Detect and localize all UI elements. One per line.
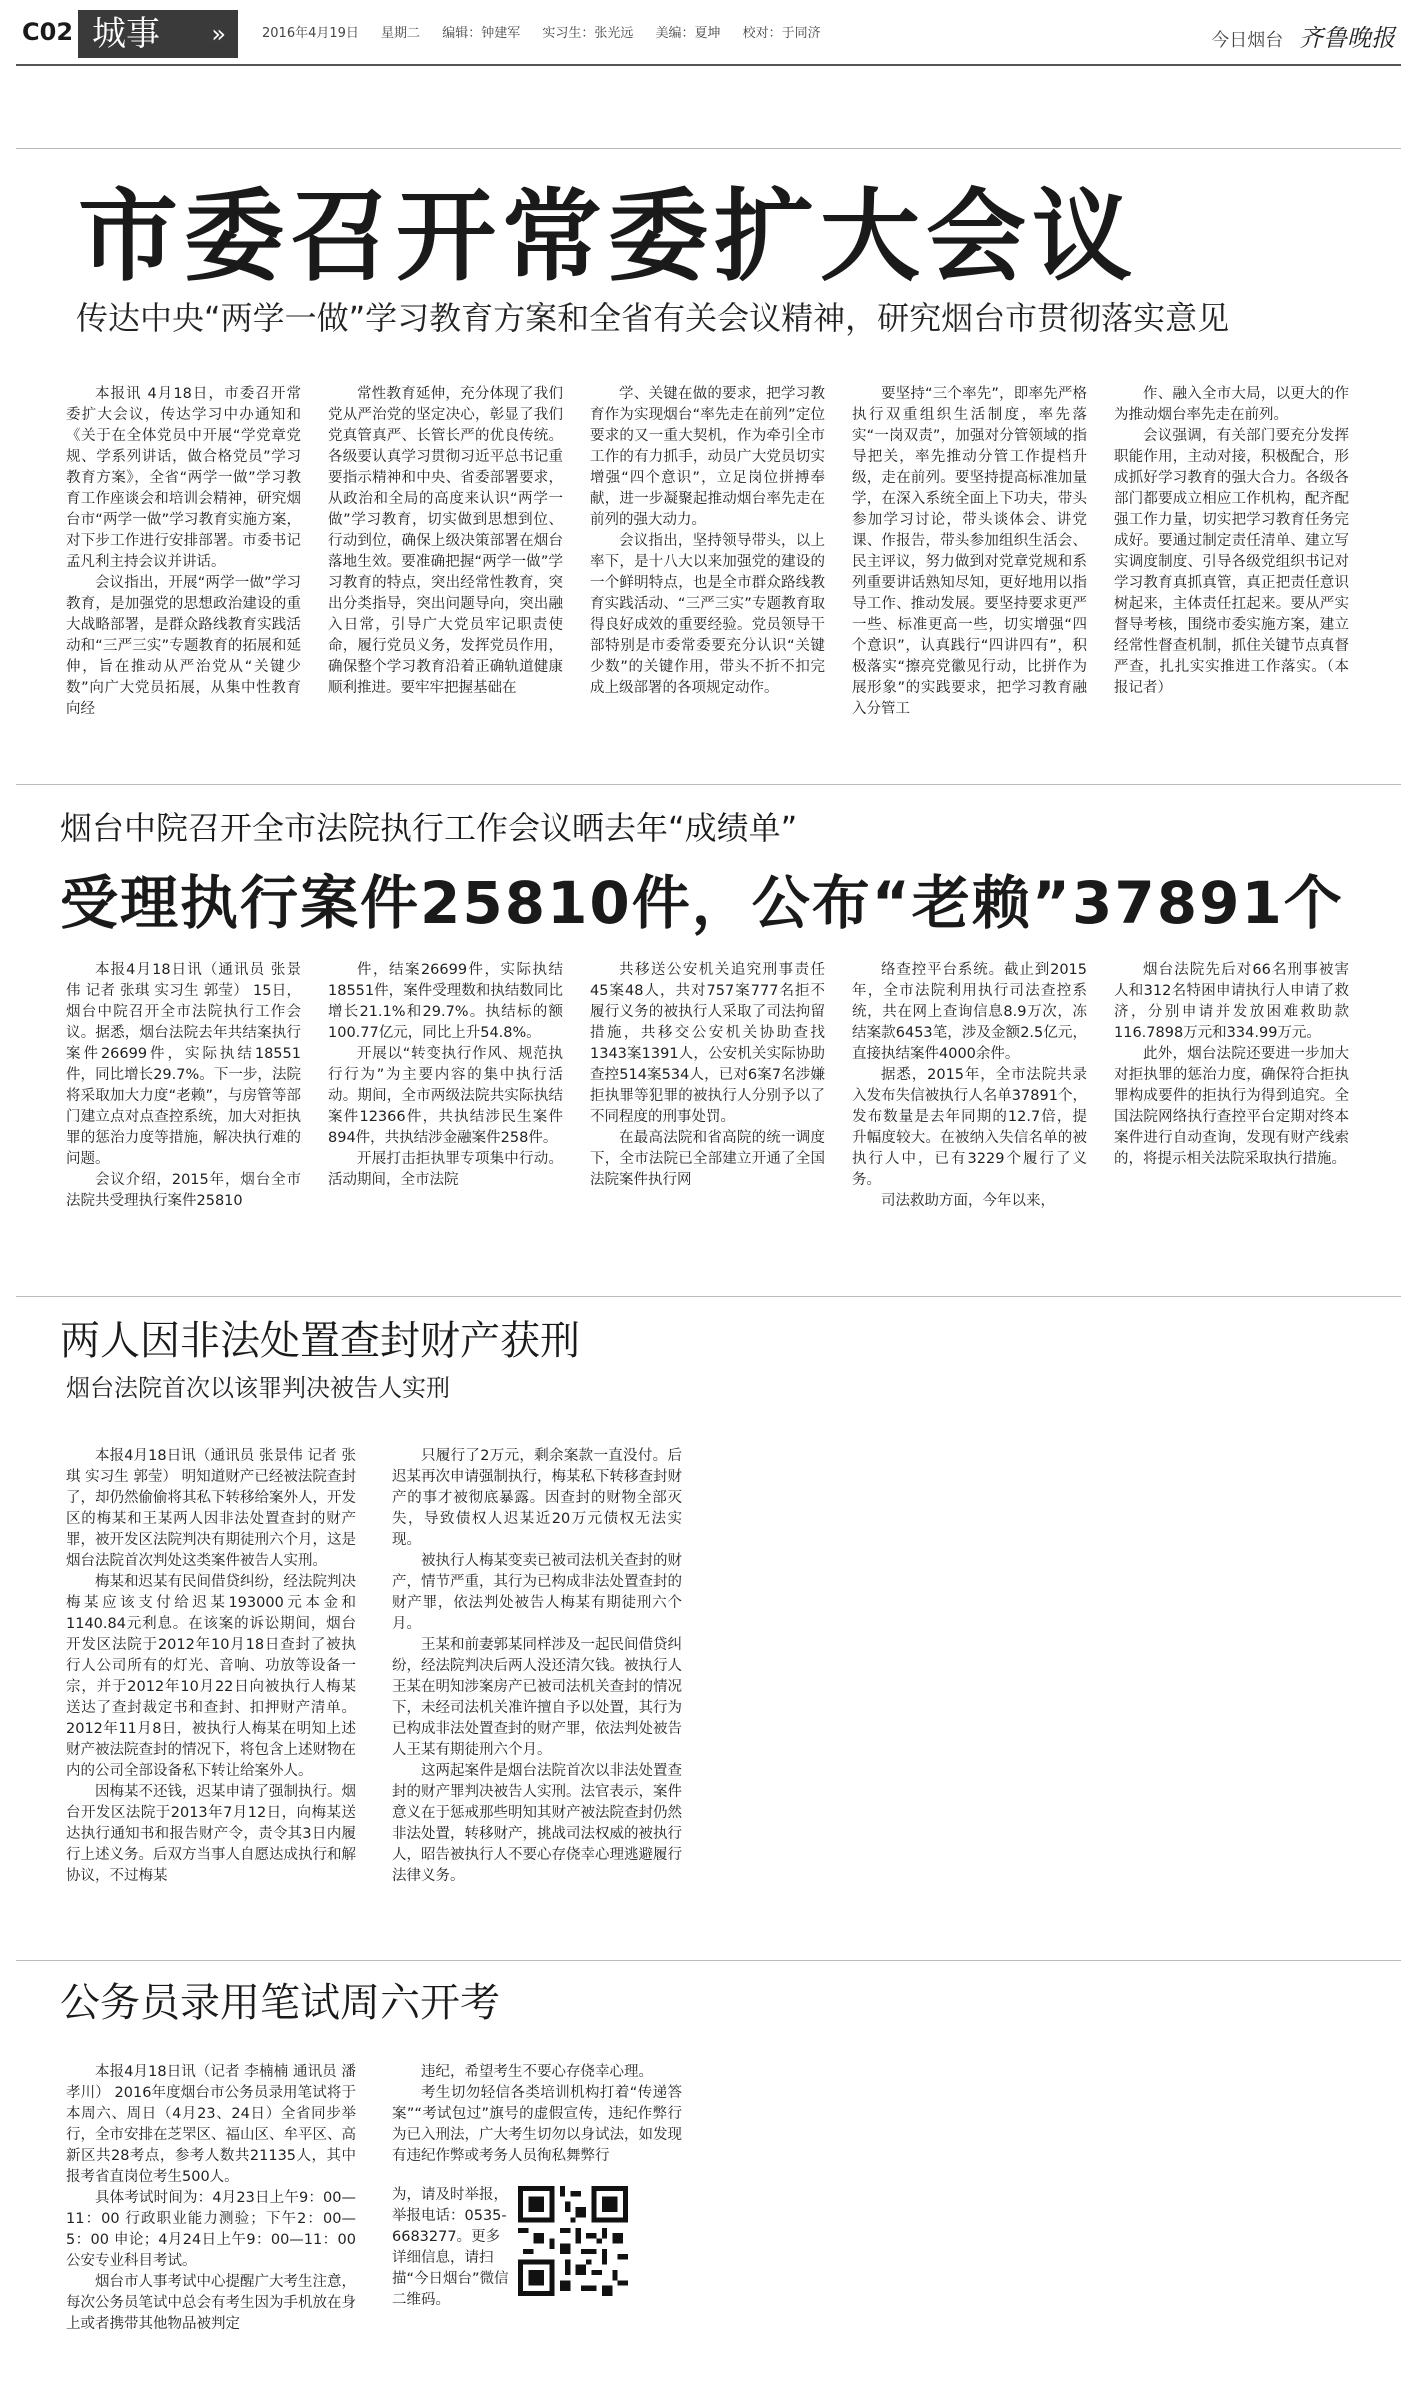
article3-title: 两人因非法处置查封财产获刑	[60, 1318, 580, 1364]
edition-brand	[1211, 18, 1395, 53]
qr-code-icon[interactable]	[518, 2186, 628, 2296]
article2-text: 开展以“转变执行作风、规范执行行为”为主要内容的集中执行活动。期间，全市两级法院共实际执结案件12366件，共执结涉民生案件894件，共执结涉金融案件258件。	[328, 1046, 563, 1146]
article4-col-2	[392, 2062, 682, 2184]
section-arrow-icon: »	[211, 20, 226, 48]
article4-text: 考生切勿轻信各类培训机构打着“传递答案”“考试包过”旗号的虚假宣传，违纪作弊行为已入刑法，广大考生切勿以身试法，如发现有违纪作弊或考务人员徇私舞弊行	[392, 2085, 682, 2164]
section-label	[78, 10, 238, 58]
article2-text: 据悉，2015年，全市法院共录入发布失信被执行人名单37891个，发布数量是去年同期的12.7倍，提升幅度较大。在被纳入失信名单的被执行人中，已有3229个履行了义务。	[852, 1067, 1087, 1188]
page-number: C02	[22, 18, 74, 46]
article1-text: 会议指出，开展“两学一做”学习教育，是加强党的思想政治建设的重大战略部署，是群众路线教育实践活动和“三严三实”专题教育的拓展和延伸，旨在推动从严治党从“关键少数”向广大党员拓展，从集中性教育向经	[66, 575, 301, 717]
article3-text: 只履行了2万元，剩余案款一直没付。后迟某再次申请强制执行，梅某私下转移查封财产的事才被彻底暴露。因查封的财物全部灭失，导致债权人迟某近20万元债权无法实现。	[392, 1448, 682, 1548]
masthead	[0, 0, 1417, 70]
article2-col-5	[1114, 960, 1349, 1280]
section-title: 城事	[92, 14, 160, 54]
article1-text: 学、关键在做的要求，把学习教育作为实现烟台“率先走在前列”定位要求的又一重大契机，作为牵引全市工作的有力抓手，动员广大党员切实增强“四个意识”，立足岗位拼搏奉献，进一步凝聚起推动烟台率先走在前列的强大动力。	[590, 386, 825, 528]
article1-subtitle: 传达中央“两学一做”学习教育方案和全省有关会议精神，研究烟台市贯彻落实意见	[76, 299, 1230, 337]
article1-col-3	[590, 384, 825, 764]
article3-text: 本报4月18日讯（通讯员 张景伟 记者 张琪 实习生 郭莹） 明知道财产已经被法院查封了，却仍然偷偷将其私下转移给案外人，开发区的梅某和王某两人因非法处置查封的财产罪，被开发区法院判决有期徒刑六个月，这是烟台法院首次判处这类案件被告人实刑。	[66, 1448, 356, 1569]
article1-text: 常性教育延伸，充分体现了我们党从严治党的坚定决心，彰显了我们党真管真严、长管长严的优良传统。各级要认真学习贯彻习近平总书记重要指示精神和中央、省委部署要求，从政治和全局的高度来认识“两学一做”学习教育，切实做到思想到位、行动到位，确保上级决策部署在烟台落地生效。要准确把握“两学一做”学习教育的特点，突出经常性教育，突出分类指导，突出问题导向，突出融入日常，引导广大党员牢记职责使命，履行党员义务，发挥党员作用，确保整个学习教育沿着正确轨道健康顺利推进。要牢牢把握基础在	[328, 386, 563, 696]
article1-text: 作、融入全市大局，以更大的作为推动烟台率先走在前列。	[1114, 386, 1349, 423]
article1-col-4	[852, 384, 1087, 764]
article3-text: 被执行人梅某变卖已被司法机关查封的财产，情节严重，其行为已构成非法处置查封的财产罪，依法判处被告人梅某有期徒刑六个月。	[392, 1553, 682, 1632]
issue-info	[262, 22, 839, 41]
article2-text: 司法救助方面，今年以来，	[881, 1193, 1055, 1209]
article2-col-4	[852, 960, 1087, 1280]
brand-logo: 齐鲁晚报	[1299, 24, 1395, 52]
article2-text: 本报4月18日讯（通讯员 张景伟 记者 张琪 实习生 郭莹） 15日，烟台中院召开全市法院执行工作会议。据悉，烟台法院去年共结案执行案件26699件，实际执结18551件，同比增长29.7%。下一步，法院将采取加大力度“老赖”，与房管等部门建立点对点查控系统，加大对拒执罪的惩治力度等措施，解决执行难的问题。	[66, 962, 301, 1167]
article3-col-2	[392, 1446, 682, 1946]
article2-text: 此外，烟台法院还要进一步加大对拒执罪的惩治力度，确保符合拒执罪构成要件的拒执行为得到追究。全国法院网络执行查控平台定期对终本案件进行自动查询，发现有财产线索的，将提示相关法院采取执行措施。	[1114, 1046, 1349, 1167]
article4-title: 公务员录用笔试周六开考	[60, 1980, 500, 2026]
article2-text: 会议介绍，2015年，烟台全市法院共受理执行案件25810	[66, 1172, 301, 1209]
article1-text: 会议指出，坚持领导带头，以上率下，是十八大以来加强党的建设的一个鲜明特点，也是全市群众路线教育实践活动、“三严三实”专题教育取得良好成效的重要经验。党员领导干部特别是市委常委要充分认识“关键少数”的关键作用，带头不折不扣完成上级部署的各项规定动作。	[590, 533, 825, 696]
article1-col-2	[328, 384, 563, 764]
divider	[16, 1296, 1401, 1297]
editor-credit: 编辑：钟建军	[442, 26, 521, 41]
issue-date: 2016年4月19日	[262, 26, 359, 41]
masthead-divider	[16, 64, 1401, 66]
article3-text: 梅某和迟某有民间借贷纠纷，经法院判决梅某应该支付给迟某193000元本金和1140.84元利息。在该案的诉讼期间，烟台开发区法院于2012年10月18日查封了被执行人公司所有的灯光、音响、功放等设备一宗，并于2012年10月22日向被执行人梅某送达了查封裁定书和查封、扣押财产清单。2012年11月8日，被执行人梅某在明知上述财产被法院查封的情况下，将包含上述财物在内的公司全部设备私下转让给案外人。	[66, 1574, 356, 1779]
article3-text: 王某和前妻郭某同样涉及一起民间借贷纠纷，经法院判决后两人没还清欠钱。被执行人王某在明知涉案房产已被司法机关查封的情况下，未经司法机关准许擅自予以处置，其行为已构成非法处置查封的财产罪，依法判处被告人王某有期徒刑六个月。	[392, 1637, 682, 1758]
article2-text: 络查控平台系统。截止到2015年，全市法院利用执行司法查控系统，共在网上查询信息8.9万次，冻结案款6453笔，涉及金额2.5亿元，直接执结案件4000余件。	[852, 962, 1087, 1062]
divider	[16, 784, 1401, 785]
article2-text: 件，结案26699件，实际执结18551件，案件受理数和执结数同比增长21.1%和29.7%。执结标的额100.77亿元，同比上升54.8%。	[328, 962, 563, 1041]
article1-col-5	[1114, 384, 1349, 764]
edition-name: 今日烟台	[1211, 30, 1284, 51]
article2-text: 在最高法院和省高院的统一调度下，全市法院已全部建立开通了全国法院案件执行网	[590, 1130, 825, 1188]
article4-col-1	[66, 2062, 356, 2362]
article4-text: 具体考试时间为：4月23日上午9：00—11：00 行政职业能力测验；下午2：00—5：00 申论；4月24日上午9：00—11：00公安专业科目考试。	[66, 2190, 356, 2269]
article2-col-1	[66, 960, 301, 1280]
article4-text: 本报4月18日讯（记者 李楠楠 通讯员 潘孝川） 2016年度烟台市公务员录用笔试将于本周六、周日（4月23、24日）全省同步举行，全市安排在芝罘区、福山区、牟平区、高新区共28考点，参考人数共21135人，其中报考省直岗位考生500人。	[66, 2064, 356, 2185]
article2-col-2	[328, 960, 563, 1280]
intern-credit: 实习生：张光远	[542, 26, 634, 41]
article4-qr-caption: 为，请及时举报，举报电话：0535-6683277。更多详细信息，请扫描“今日烟台”微信二维码。	[392, 2187, 509, 2308]
article1-title: 市委召开常委扩大会议	[78, 178, 1138, 295]
article3-text: 这两起案件是烟台法院首次以非法处置查封的财产罪判决被告人实刑。法官表示，案件意义在于惩戒那些明知其财产被法院查封仍然非法处置，转移财产，挑战司法权威的被执行人，昭告被执行人不要心存侥幸心理逃避履行法律义务。	[392, 1763, 682, 1884]
article1-text: 会议强调，有关部门要充分发挥职能作用，主动对接，积极配合，形成抓好学习教育的强大合力。各级各部门都要成立相应工作机构，配齐配强工作力量，切实把学习教育任务完成好。要通过制定责任清单、建立写实调度制度、引导各级党组织书记对学习教育真抓真管，真正把责任意识树起来，主体责任扛起来。要从严实督导考核，围绕市委实施方案，建立经常性督查机制，抓住关键节点真督严查，扎扎实实推进工作落实。（本报记者）	[1114, 428, 1349, 696]
issue-weekday: 星期二	[381, 26, 421, 41]
article3-subtitle: 烟台法院首次以该罪判决被告人实刑	[66, 1374, 450, 1402]
article3-text: 因梅某不还钱，迟某申请了强制执行。烟台开发区法院于2013年7月12日，向梅某送达执行通知书和报告财产令，责令其3日内履行上述义务。后双方当事人自愿达成执行和解协议，不过梅某	[66, 1784, 356, 1884]
article2-kicker: 烟台中院召开全市法院执行工作会议晒去年“成绩单”	[60, 809, 798, 847]
article2-col-3	[590, 960, 825, 1280]
art-editor-credit: 美编：夏坤	[655, 26, 721, 41]
divider	[16, 148, 1401, 149]
article2-text: 烟台法院先后对66名刑事被害人和312名特困申请执行人申请了救济，分别申请并发放困难救助款116.7898万元和334.99万元。	[1114, 962, 1349, 1041]
article1-col-1	[66, 384, 301, 764]
article2-title: 受理执行案件25810件，公布“老赖”37891个	[60, 869, 1344, 937]
article4-text: 违纪，希望考生不要心存侥幸心理。	[421, 2064, 653, 2080]
proofreader-credit: 校对：于同济	[742, 26, 821, 41]
article3-col-1	[66, 1446, 356, 1946]
article1-text: 本报讯 4月18日，市委召开常委扩大会议，传达学习中办通知和《关于在全体党员中开展“学党章党规、学系列讲话，做合格党员”学习教育方案》，全省“两学一做”学习教育工作座谈会和培训会精神，研究烟台市“两学一做”学习教育实施方案，对下步工作进行安排部署。市委书记孟凡利主持会议并讲话。	[66, 386, 301, 570]
divider	[16, 1960, 1401, 1961]
article4-text: 烟台市人事考试中心提醒广大考生注意，每次公务员笔试中总会有考生因为手机放在身上或者携带其他物品被判定	[66, 2274, 356, 2332]
article2-text: 开展打击拒执罪专项集中行动。活动期间，全市法院	[328, 1151, 563, 1188]
article1-text: 要坚持“三个率先”，即率先严格执行双重组织生活制度，率先落实“一岗双责”，加强对分管领域的指导把关，率先推动分管工作提档升级，走在前列。要坚持提高标准加量学，在深入系统全面上下功夫，带头参加学习讨论，带头谈体会、讲党课、作报告，带头参加组织生活会、民主评议，努力做到对党章党规和系列重要讲话熟知尽知，更好地用以指导工作、推动发展。要坚持要求更严一些、标准更高一些，切实增强“四个意识”，认真践行“四讲四有”，积极落实“擦亮党徽见行动，比拼作为展形象”的实践要求，把学习教育融入分管工	[852, 386, 1087, 717]
article2-text: 共移送公安机关追究刑事责任45案48人，共对757案777名拒不履行义务的被执行人采取了司法拘留措施，共移交公安机关协助查找1343案1391人，公安机关实际协助查控514案534人，已对6案7名涉嫌拒执罪等犯罪的被执行人分别予以了不同程度的刑事处罚。	[590, 962, 825, 1125]
